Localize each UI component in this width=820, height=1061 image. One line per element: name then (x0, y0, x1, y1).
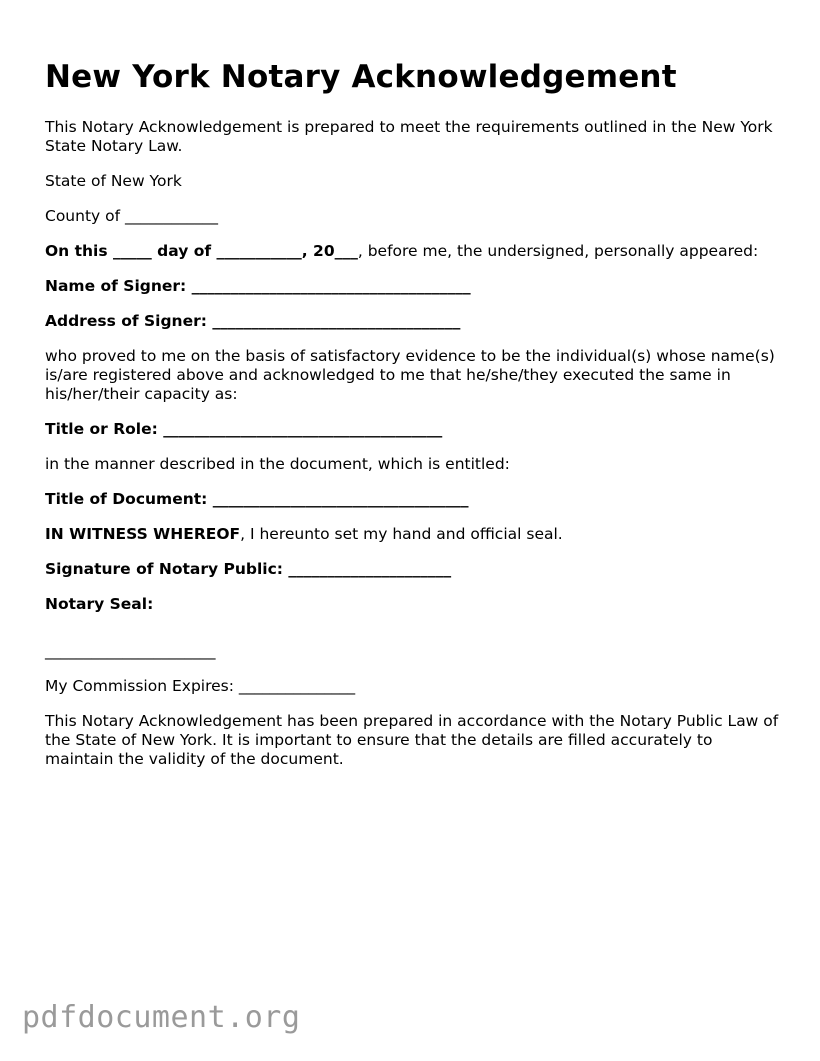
notary-seal-line: ______________________ (45, 642, 216, 660)
notary-seal-label: Notary Seal: (45, 595, 154, 613)
name-of-signer-field: Name of Signer: ____________________________________ (45, 277, 471, 295)
date-line-rest: , before me, the undersigned, personally appeared: (357, 242, 759, 260)
title-of-document-field: Title of Document: _________________________________ (45, 490, 469, 508)
title-or-role-field: Title or Role: ____________________________________ (45, 420, 443, 438)
notary-signature-field: Signature of Notary Public: _____________________ (45, 560, 452, 578)
document-page (45, 58, 780, 785)
watermark: pdfdocument.org (22, 1000, 301, 1035)
commission-expires-field: My Commission Expires: _______________ (45, 677, 356, 695)
witness-line (45, 525, 780, 544)
proof-paragraph: who proved to me on the basis of satisfactory evidence to be the individual(s) whose name(s) is/are registered above and acknowledged to me that he/she/they executed the same in his/her/their capacity as: (45, 347, 775, 403)
intro-paragraph: This Notary Acknowledgement is prepared to meet the requirements outlined in the New York State Notary Law. (45, 118, 773, 155)
address-of-signer-field: Address of Signer: ________________________________ (45, 312, 461, 330)
witness-bold: IN WITNESS WHEREOF (45, 525, 241, 543)
county-line: County of ____________ (45, 207, 218, 225)
date-line (45, 242, 780, 261)
closing-paragraph: This Notary Acknowledgement has been prepared in accordance with the Notary Public Law of the State of New York. It is important to ensure that the details are filled accurately to maintain the validity of the document. (45, 712, 779, 768)
manner-paragraph: in the manner described in the document, which is entitled: (45, 455, 510, 473)
witness-rest: , I hereunto set my hand and official seal. (240, 525, 563, 543)
date-line-bold: On this _____ day of ___________, 20___ (45, 242, 358, 260)
state-line: State of New York (45, 172, 182, 190)
page-title: New York Notary Acknowledgement (45, 59, 677, 95)
